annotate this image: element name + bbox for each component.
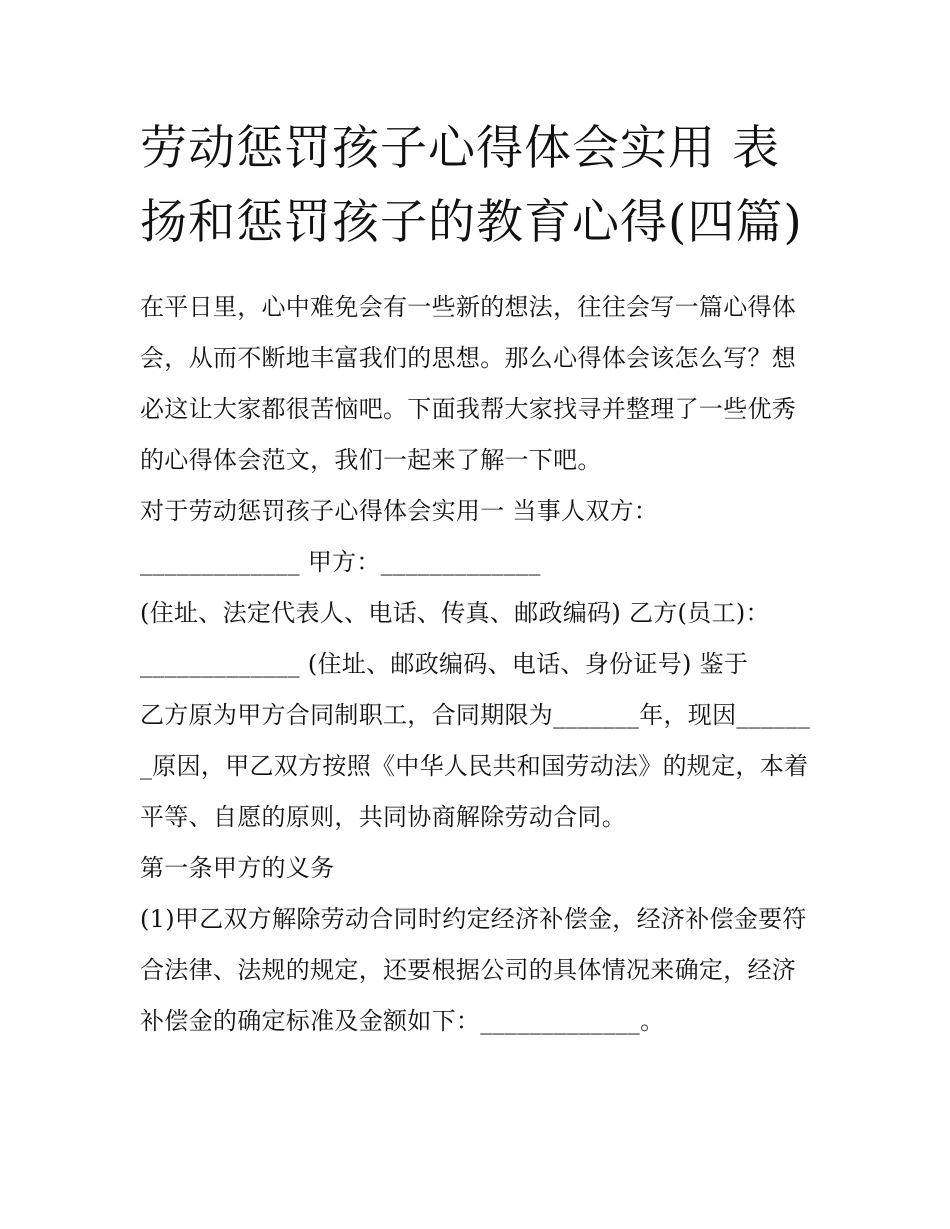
party-a-details: (住址、法定代表人、电话、传真、邮政编码) 乙方(员工)： [140, 599, 770, 627]
document-content [140, 112, 820, 1047]
article-one-heading: 第一条甲方的义务 [140, 854, 335, 882]
document-title: 劳动惩罚孩子心得体会实用 表扬和惩罚孩子的教育心得(四篇) [140, 121, 803, 250]
party-b-details: _____________ (住址、邮政编码、电话、身份证号) 鉴于 [140, 650, 749, 678]
article-one-clause-1: (1)甲乙双方解除劳动合同时约定经济补偿金，经济补偿金要符合法律、法规的规定，还要根据公司的具体情况来确定，经济补偿金的确定标准及金额如下：_____________。 [140, 905, 807, 1035]
party-a-line: _____________ 甲方：_____________ [140, 548, 541, 576]
parties-heading: 对于劳动惩罚孩子心得体会实用一 当事人双方： [140, 497, 659, 525]
contract-recital: 乙方原为甲方合同制职工，合同期限为_______年，现因_______原因，甲乙双方按照《中华人民共和国劳动法》的规定，本着平等、自愿的原则，共同协商解除劳动合同。 [140, 701, 811, 831]
intro-paragraph: 在平日里，心中难免会有一些新的想法，往往会写一篇心得体会，从而不断地丰富我们的思想。那么心得体会该怎么写？想必这让大家都很苦恼吧。下面我帮大家找寻并整理了一些优秀的心得体会范文，我们一起来了解一下吧。 [140, 293, 797, 474]
document-body [140, 282, 820, 1047]
